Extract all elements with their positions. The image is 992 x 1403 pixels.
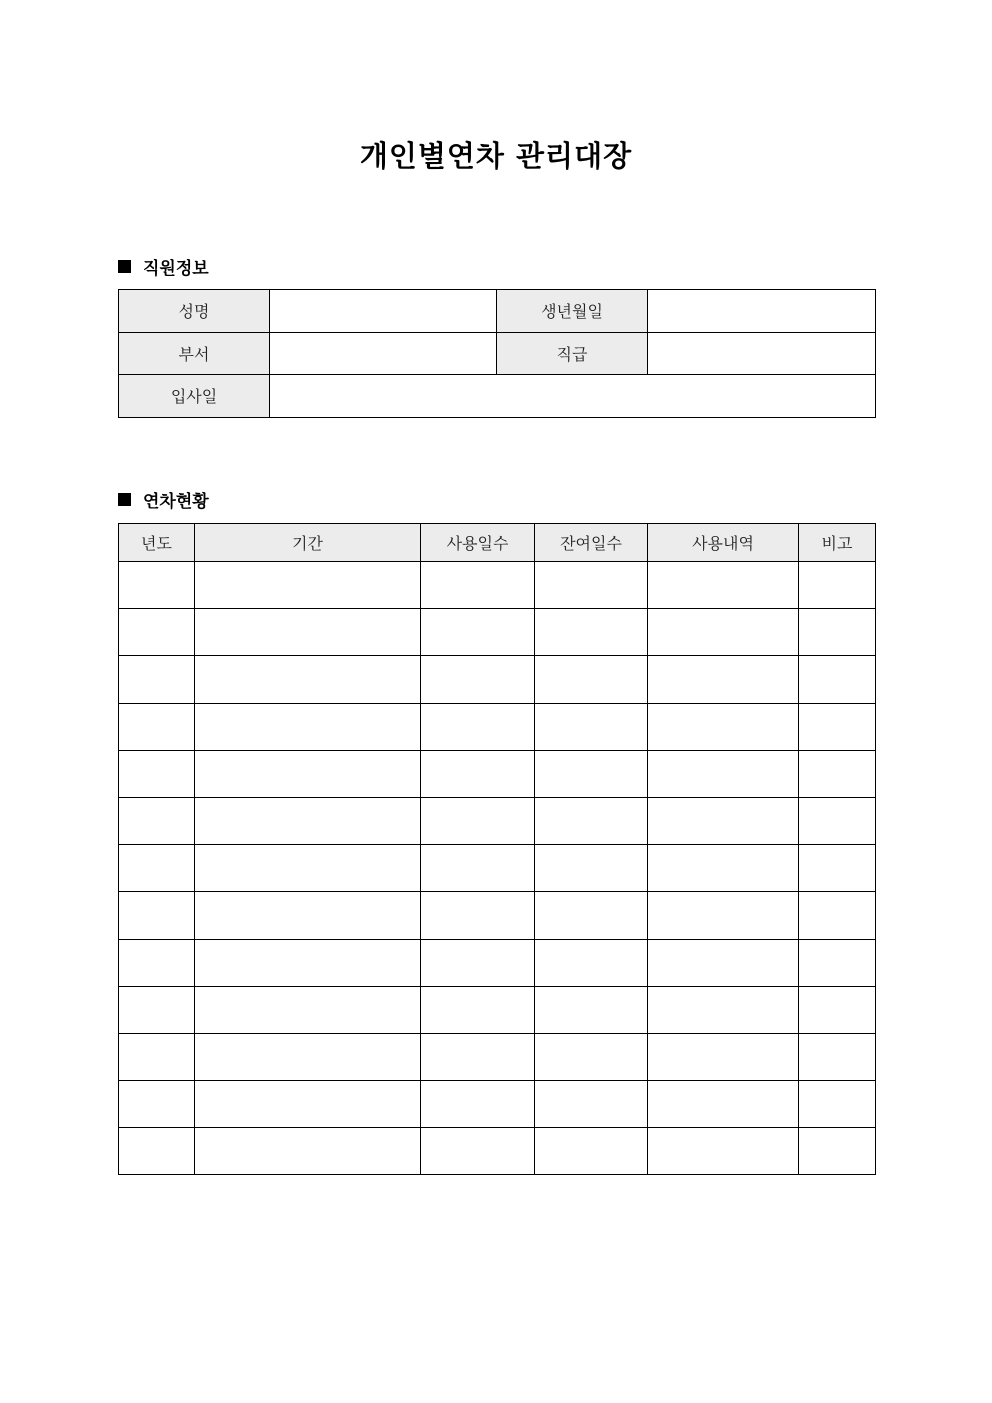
days-remaining-cell[interactable] <box>535 845 648 892</box>
days-used-cell[interactable] <box>421 656 535 703</box>
period-cell[interactable] <box>195 1081 421 1128</box>
days-remaining-cell[interactable] <box>535 703 648 750</box>
year-cell[interactable] <box>119 750 195 797</box>
year-cell[interactable] <box>119 939 195 986</box>
table-row <box>119 1128 876 1175</box>
column-header-remarks: 비고 <box>799 524 876 562</box>
usage-details-cell[interactable] <box>648 939 799 986</box>
remarks-cell[interactable] <box>799 1081 876 1128</box>
days-used-cell[interactable] <box>421 845 535 892</box>
hire-date-label: 입사일 <box>119 375 270 418</box>
days-used-cell[interactable] <box>421 609 535 656</box>
period-cell[interactable] <box>195 750 421 797</box>
period-cell[interactable] <box>195 939 421 986</box>
days-used-cell[interactable] <box>421 1033 535 1080</box>
hire-date-field[interactable] <box>270 375 876 418</box>
remarks-cell[interactable] <box>799 750 876 797</box>
days-used-cell[interactable] <box>421 939 535 986</box>
year-cell[interactable] <box>119 1081 195 1128</box>
days-remaining-cell[interactable] <box>535 797 648 844</box>
year-cell[interactable] <box>119 797 195 844</box>
table-row <box>119 797 876 844</box>
table-row <box>119 939 876 986</box>
table-row <box>119 1081 876 1128</box>
leave-section-title: 연차현황 <box>143 492 209 512</box>
year-cell[interactable] <box>119 656 195 703</box>
remarks-cell[interactable] <box>799 1128 876 1175</box>
column-header-days-used: 사용일수 <box>421 524 535 562</box>
days-used-cell[interactable] <box>421 892 535 939</box>
days-used-cell[interactable] <box>421 986 535 1033</box>
days-remaining-cell[interactable] <box>535 750 648 797</box>
period-cell[interactable] <box>195 1033 421 1080</box>
days-used-cell[interactable] <box>421 1128 535 1175</box>
usage-details-cell[interactable] <box>648 750 799 797</box>
remarks-cell[interactable] <box>799 986 876 1033</box>
column-header-usage-details: 사용내역 <box>648 524 799 562</box>
period-cell[interactable] <box>195 797 421 844</box>
period-cell[interactable] <box>195 892 421 939</box>
square-bullet-icon <box>118 493 131 506</box>
employee-info-table <box>118 289 876 418</box>
period-cell[interactable] <box>195 845 421 892</box>
days-remaining-cell[interactable] <box>535 562 648 609</box>
year-cell[interactable] <box>119 845 195 892</box>
square-bullet-icon <box>118 260 131 273</box>
document-title: 개인별연차 관리대장 <box>359 139 633 173</box>
days-remaining-cell[interactable] <box>535 892 648 939</box>
employee-section-title: 직원정보 <box>143 259 209 279</box>
usage-details-cell[interactable] <box>648 1128 799 1175</box>
usage-details-cell[interactable] <box>648 892 799 939</box>
year-cell[interactable] <box>119 609 195 656</box>
remarks-cell[interactable] <box>799 845 876 892</box>
table-row <box>119 1033 876 1080</box>
usage-details-cell[interactable] <box>648 703 799 750</box>
usage-details-cell[interactable] <box>648 562 799 609</box>
days-remaining-cell[interactable] <box>535 656 648 703</box>
remarks-cell[interactable] <box>799 892 876 939</box>
period-cell[interactable] <box>195 562 421 609</box>
year-cell[interactable] <box>119 986 195 1033</box>
leave-section-heading <box>118 487 209 512</box>
remarks-cell[interactable] <box>799 939 876 986</box>
year-cell[interactable] <box>119 703 195 750</box>
department-field[interactable] <box>270 332 497 375</box>
days-remaining-cell[interactable] <box>535 986 648 1033</box>
year-cell[interactable] <box>119 1033 195 1080</box>
employee-section-heading <box>118 254 209 279</box>
usage-details-cell[interactable] <box>648 1033 799 1080</box>
table-row <box>119 892 876 939</box>
table-row <box>119 750 876 797</box>
table-row <box>119 703 876 750</box>
year-cell[interactable] <box>119 562 195 609</box>
remarks-cell[interactable] <box>799 797 876 844</box>
remarks-cell[interactable] <box>799 1033 876 1080</box>
name-field[interactable] <box>270 290 497 333</box>
days-used-cell[interactable] <box>421 1081 535 1128</box>
table-row <box>119 986 876 1033</box>
period-cell[interactable] <box>195 703 421 750</box>
year-cell[interactable] <box>119 892 195 939</box>
birthdate-label: 생년월일 <box>497 290 648 333</box>
table-row <box>119 562 876 609</box>
table-row <box>119 845 876 892</box>
period-cell[interactable] <box>195 656 421 703</box>
remarks-cell[interactable] <box>799 703 876 750</box>
remarks-cell[interactable] <box>799 562 876 609</box>
remarks-cell[interactable] <box>799 609 876 656</box>
leave-status-table <box>118 523 876 1175</box>
days-remaining-cell[interactable] <box>535 609 648 656</box>
table-row <box>119 656 876 703</box>
days-remaining-cell[interactable] <box>535 1033 648 1080</box>
column-header-year: 년도 <box>119 524 195 562</box>
rank-label: 직급 <box>497 332 648 375</box>
usage-details-cell[interactable] <box>648 1081 799 1128</box>
usage-details-cell[interactable] <box>648 609 799 656</box>
remarks-cell[interactable] <box>799 656 876 703</box>
table-row <box>119 609 876 656</box>
birthdate-field[interactable] <box>648 290 876 333</box>
column-header-days-remaining: 잔여일수 <box>535 524 648 562</box>
rank-field[interactable] <box>648 332 876 375</box>
usage-details-cell[interactable] <box>648 656 799 703</box>
period-cell[interactable] <box>195 609 421 656</box>
period-cell[interactable] <box>195 1128 421 1175</box>
days-remaining-cell[interactable] <box>535 1128 648 1175</box>
usage-details-cell[interactable] <box>648 845 799 892</box>
department-label: 부서 <box>119 332 270 375</box>
days-used-cell[interactable] <box>421 703 535 750</box>
usage-details-cell[interactable] <box>648 986 799 1033</box>
days-used-cell[interactable] <box>421 562 535 609</box>
column-header-period: 기간 <box>195 524 421 562</box>
days-used-cell[interactable] <box>421 797 535 844</box>
days-remaining-cell[interactable] <box>535 939 648 986</box>
name-label: 성명 <box>119 290 270 333</box>
year-cell[interactable] <box>119 1128 195 1175</box>
days-remaining-cell[interactable] <box>535 1081 648 1128</box>
period-cell[interactable] <box>195 986 421 1033</box>
days-used-cell[interactable] <box>421 750 535 797</box>
usage-details-cell[interactable] <box>648 797 799 844</box>
